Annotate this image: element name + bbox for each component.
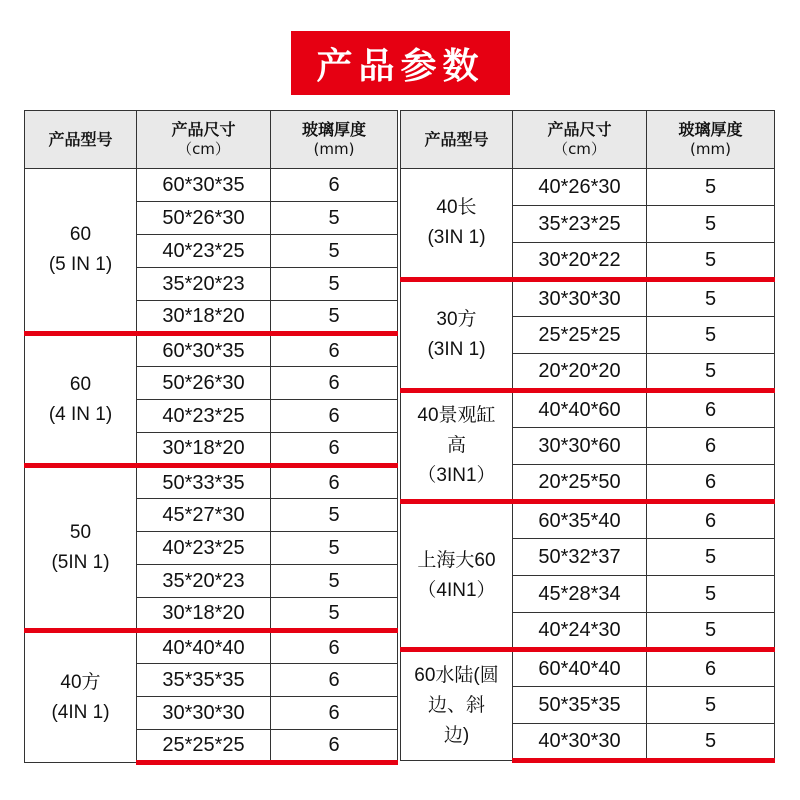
size-cell: 60*40*40 — [513, 650, 647, 687]
size-cell: 40*23*25 — [137, 400, 271, 433]
model-name-line: 60 — [69, 373, 92, 395]
thickness-cell: 5 — [271, 202, 398, 235]
model-cell — [25, 631, 137, 763]
size-cell: 30*18*20 — [137, 598, 271, 631]
model-cell — [401, 391, 513, 502]
model-cell — [401, 650, 513, 761]
size-cell: 40*23*25 — [137, 532, 271, 565]
thickness-cell: 5 — [271, 565, 398, 598]
thickness-cell: 6 — [647, 502, 775, 539]
model-cell — [401, 502, 513, 650]
size-cell: 50*33*35 — [137, 466, 271, 499]
table-row — [401, 169, 775, 206]
thickness-cell: 6 — [271, 433, 398, 466]
thickness-cell: 5 — [647, 539, 775, 576]
thickness-cell: 6 — [271, 169, 398, 202]
model-name-line: (5IN 1) — [51, 552, 110, 573]
model-name-line: 60 — [69, 224, 92, 245]
size-cell: 30*30*30 — [513, 280, 647, 317]
thickness-cell: 6 — [271, 400, 398, 433]
thickness-cell: 6 — [271, 730, 398, 763]
model-name-line: 60水陆(圆 — [414, 665, 499, 686]
table-row — [25, 169, 398, 202]
thickness-cell: 6 — [647, 391, 775, 428]
size-cell: 45*27*30 — [137, 499, 271, 532]
size-cell: 40*26*30 — [513, 169, 647, 206]
page-title: 产品参数 — [291, 31, 510, 95]
table-row — [401, 280, 775, 317]
thickness-cell: 5 — [271, 532, 398, 565]
model-name-line: （3IN1） — [417, 465, 496, 486]
model-name-line: （4IN1） — [417, 579, 496, 601]
model-name-line: (3IN 1) — [427, 339, 486, 360]
model-cell — [25, 466, 137, 631]
size-cell: 25*25*25 — [513, 317, 647, 354]
header-thickness: 玻璃厚度 (mm) — [271, 111, 398, 169]
size-cell: 35*20*23 — [137, 268, 271, 301]
size-cell: 30*30*30 — [137, 697, 271, 730]
model-cell — [401, 169, 513, 280]
size-cell: 45*28*34 — [513, 576, 647, 613]
header-thickness: 玻璃厚度 (mm) — [647, 111, 775, 169]
thickness-cell: 5 — [271, 268, 398, 301]
size-cell: 20*25*50 — [513, 465, 647, 502]
model-name-line: (4 IN 1) — [48, 403, 113, 425]
thickness-cell: 6 — [271, 466, 398, 499]
header-model: 产品型号 — [401, 111, 513, 169]
thickness-cell: 5 — [647, 243, 775, 280]
size-cell: 35*23*25 — [513, 206, 647, 243]
table-row — [25, 466, 398, 499]
size-cell: 25*25*25 — [137, 730, 271, 763]
thickness-cell: 5 — [647, 354, 775, 391]
thickness-cell: 5 — [647, 613, 775, 650]
model-cell — [25, 169, 137, 334]
model-name-line: 50 — [69, 522, 92, 543]
product-spec-table-left — [24, 110, 398, 765]
thickness-cell: 6 — [271, 367, 398, 400]
thickness-cell: 5 — [647, 687, 775, 724]
thickness-cell: 5 — [647, 724, 775, 761]
table-row — [401, 650, 775, 687]
header-size: 产品尺寸 （cm） — [513, 111, 647, 169]
size-cell: 30*18*20 — [137, 433, 271, 466]
size-cell: 30*18*20 — [137, 301, 271, 334]
model-name-line: 40方 — [60, 671, 101, 693]
size-cell: 40*40*40 — [137, 631, 271, 664]
table-row — [401, 502, 775, 539]
size-cell: 50*35*35 — [513, 687, 647, 724]
size-cell: 60*30*35 — [137, 334, 271, 367]
model-name-line: 边) — [443, 725, 470, 746]
thickness-cell: 6 — [271, 631, 398, 664]
model-name-line: 上海大60 — [417, 549, 496, 571]
model-name-line: (4IN 1) — [51, 701, 110, 723]
size-cell: 40*30*30 — [513, 724, 647, 761]
thickness-cell: 5 — [647, 280, 775, 317]
size-cell: 50*26*30 — [137, 367, 271, 400]
header-model: 产品型号 — [25, 111, 137, 169]
size-cell: 20*20*20 — [513, 354, 647, 391]
size-cell: 60*35*40 — [513, 502, 647, 539]
size-cell: 35*35*35 — [137, 664, 271, 697]
model-cell — [401, 280, 513, 391]
model-name-line: 40长 — [436, 197, 477, 218]
size-cell: 40*24*30 — [513, 613, 647, 650]
model-name-line: 40景观缸 — [417, 405, 496, 426]
thickness-cell: 5 — [647, 317, 775, 354]
thickness-cell: 5 — [271, 499, 398, 532]
model-name-line: 边、斜 — [427, 695, 485, 716]
model-name-line: 30方 — [436, 309, 477, 330]
thickness-cell: 6 — [647, 465, 775, 502]
table-row — [25, 631, 398, 664]
size-cell: 50*32*37 — [513, 539, 647, 576]
thickness-cell: 6 — [271, 334, 398, 367]
size-cell: 35*20*23 — [137, 565, 271, 598]
table-row — [401, 391, 775, 428]
size-cell: 30*30*60 — [513, 428, 647, 465]
thickness-cell: 5 — [271, 235, 398, 268]
thickness-cell: 6 — [271, 664, 398, 697]
size-cell: 30*20*22 — [513, 243, 647, 280]
header-size: 产品尺寸 （cm） — [137, 111, 271, 169]
thickness-cell: 6 — [271, 697, 398, 730]
thickness-cell: 5 — [647, 206, 775, 243]
thickness-cell: 6 — [647, 650, 775, 687]
thickness-cell: 5 — [647, 169, 775, 206]
size-cell: 50*26*30 — [137, 202, 271, 235]
model-name-line: (5 IN 1) — [48, 254, 113, 275]
size-cell: 40*40*60 — [513, 391, 647, 428]
thickness-cell: 5 — [271, 301, 398, 334]
model-name-line: (3IN 1) — [427, 227, 486, 248]
thickness-cell: 6 — [647, 428, 775, 465]
model-cell — [25, 334, 137, 466]
model-name-line: 高 — [446, 435, 466, 456]
thickness-cell: 5 — [647, 576, 775, 613]
thickness-cell: 5 — [271, 598, 398, 631]
product-spec-table-right — [400, 110, 775, 763]
size-cell: 40*23*25 — [137, 235, 271, 268]
size-cell: 60*30*35 — [137, 169, 271, 202]
table-row — [25, 334, 398, 367]
